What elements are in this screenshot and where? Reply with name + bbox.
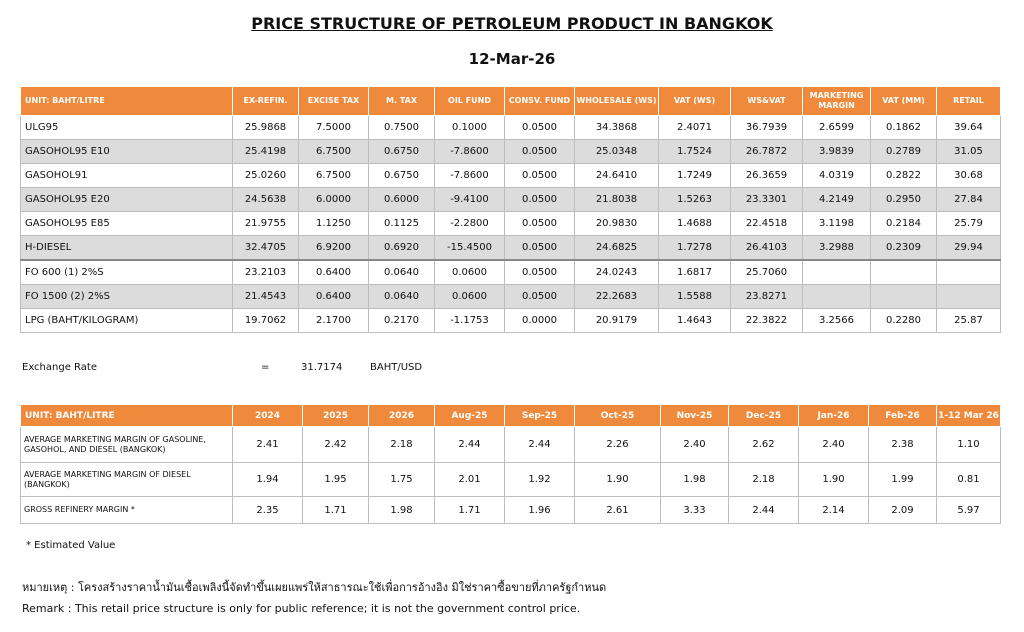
table-cell: 2.09 bbox=[869, 497, 937, 524]
margin-table-header bbox=[21, 405, 1001, 427]
table-cell: 34.3868 bbox=[575, 116, 659, 140]
table-cell: 25.87 bbox=[937, 309, 1001, 333]
table-cell: 0.0500 bbox=[505, 236, 575, 261]
table-cell: 0.1000 bbox=[435, 116, 505, 140]
table-cell: 32.4705 bbox=[233, 236, 299, 261]
table-cell: 2.40 bbox=[661, 427, 729, 463]
table-cell: 0.2822 bbox=[871, 164, 937, 188]
table-cell: 0.0500 bbox=[505, 188, 575, 212]
table-row bbox=[21, 285, 1001, 309]
page-title: PRICE STRUCTURE OF PETROLEUM PRODUCT IN BANGKOK bbox=[251, 14, 773, 33]
table-cell: 0.0500 bbox=[505, 116, 575, 140]
column-header: 1-12 Mar 26 bbox=[937, 405, 1001, 427]
table-cell: 1.98 bbox=[369, 497, 435, 524]
table-cell: 0.0000 bbox=[505, 309, 575, 333]
table-cell: -7.8600 bbox=[435, 164, 505, 188]
exchange-rate-label: Exchange Rate bbox=[22, 362, 97, 373]
table-cell: -7.8600 bbox=[435, 140, 505, 164]
column-header: WHOLESALE (WS) bbox=[575, 87, 659, 116]
table-cell: 0.0500 bbox=[505, 164, 575, 188]
table-cell: 36.7939 bbox=[731, 116, 803, 140]
table-cell: 1.4643 bbox=[659, 309, 731, 333]
table-cell: 2.42 bbox=[303, 427, 369, 463]
column-header: CONSV. FUND bbox=[505, 87, 575, 116]
column-header: WS&VAT bbox=[731, 87, 803, 116]
table-cell: 25.79 bbox=[937, 212, 1001, 236]
table-cell: 25.0260 bbox=[233, 164, 299, 188]
table-cell: 1.7524 bbox=[659, 140, 731, 164]
table-cell: 0.0500 bbox=[505, 260, 575, 285]
column-header: 2025 bbox=[303, 405, 369, 427]
table-cell: 2.18 bbox=[729, 463, 799, 497]
table-cell: 4.0319 bbox=[803, 164, 871, 188]
table-cell: 6.0000 bbox=[299, 188, 369, 212]
table-cell: 0.2950 bbox=[871, 188, 937, 212]
table-cell: 2.1700 bbox=[299, 309, 369, 333]
table-cell bbox=[803, 260, 871, 285]
table-row bbox=[21, 260, 1001, 285]
table-cell: -15.4500 bbox=[435, 236, 505, 261]
column-header: 2026 bbox=[369, 405, 435, 427]
table-cell: 24.5638 bbox=[233, 188, 299, 212]
table-cell: 0.0500 bbox=[505, 212, 575, 236]
table-row bbox=[21, 140, 1001, 164]
column-header: Oct-25 bbox=[575, 405, 661, 427]
row-label: GASOHOL91 bbox=[21, 164, 233, 188]
table-cell: 0.0640 bbox=[369, 260, 435, 285]
table-row bbox=[21, 463, 1001, 497]
table-cell: 39.64 bbox=[937, 116, 1001, 140]
table-cell: 3.2566 bbox=[803, 309, 871, 333]
table-cell: 26.3659 bbox=[731, 164, 803, 188]
price-structure-table bbox=[20, 86, 1001, 333]
row-label: GROSS REFINERY MARGIN * bbox=[21, 497, 233, 524]
table-cell: 6.7500 bbox=[299, 140, 369, 164]
table-cell: 30.68 bbox=[937, 164, 1001, 188]
table-cell bbox=[937, 260, 1001, 285]
table-cell: 5.97 bbox=[937, 497, 1001, 524]
table-cell: 0.0640 bbox=[369, 285, 435, 309]
table-cell: 2.14 bbox=[799, 497, 869, 524]
table-cell: 1.1250 bbox=[299, 212, 369, 236]
table-cell: 0.0500 bbox=[505, 285, 575, 309]
table-row bbox=[21, 116, 1001, 140]
table-cell: 2.44 bbox=[505, 427, 575, 463]
table-cell: 2.38 bbox=[869, 427, 937, 463]
table-cell: 1.90 bbox=[575, 463, 661, 497]
column-header: VAT (MM) bbox=[871, 87, 937, 116]
exchange-rate-unit: BAHT/USD bbox=[370, 362, 423, 373]
table-cell: -2.2800 bbox=[435, 212, 505, 236]
table-cell: 2.35 bbox=[233, 497, 303, 524]
table-cell: 2.01 bbox=[435, 463, 505, 497]
table-cell: 0.0500 bbox=[505, 140, 575, 164]
table-cell: 0.6750 bbox=[369, 140, 435, 164]
table-cell: 0.6920 bbox=[369, 236, 435, 261]
table-cell bbox=[803, 285, 871, 309]
row-label: H-DIESEL bbox=[21, 236, 233, 261]
table-cell: 0.6750 bbox=[369, 164, 435, 188]
table-cell: 0.0600 bbox=[435, 260, 505, 285]
table-cell: 1.7278 bbox=[659, 236, 731, 261]
table-cell: 6.9200 bbox=[299, 236, 369, 261]
table-cell: 2.6599 bbox=[803, 116, 871, 140]
table-cell: 25.0348 bbox=[575, 140, 659, 164]
column-header: Dec-25 bbox=[729, 405, 799, 427]
column-header: M. TAX bbox=[369, 87, 435, 116]
table-cell: 4.2149 bbox=[803, 188, 871, 212]
table-cell: 1.75 bbox=[369, 463, 435, 497]
table-cell: 1.5263 bbox=[659, 188, 731, 212]
table-cell: 22.3822 bbox=[731, 309, 803, 333]
table-cell bbox=[937, 285, 1001, 309]
column-header: Feb-26 bbox=[869, 405, 937, 427]
table-cell: 1.7249 bbox=[659, 164, 731, 188]
table-cell: 1.71 bbox=[303, 497, 369, 524]
exchange-rate-value: 31.7174 bbox=[301, 362, 343, 373]
table-row bbox=[21, 212, 1001, 236]
row-label: LPG (BAHT/KILOGRAM) bbox=[21, 309, 233, 333]
column-header: Jan-26 bbox=[799, 405, 869, 427]
table-cell: 3.1198 bbox=[803, 212, 871, 236]
table-cell: -9.4100 bbox=[435, 188, 505, 212]
margin-table bbox=[20, 404, 1001, 524]
row-label: GASOHOL95 E85 bbox=[21, 212, 233, 236]
column-header: UNIT: BAHT/LITRE bbox=[21, 87, 233, 116]
table-row bbox=[21, 497, 1001, 524]
table-cell: 0.6400 bbox=[299, 285, 369, 309]
table-cell: 21.8038 bbox=[575, 188, 659, 212]
row-label: FO 1500 (2) 2%S bbox=[21, 285, 233, 309]
table-cell: 1.90 bbox=[799, 463, 869, 497]
table-cell: 0.2170 bbox=[369, 309, 435, 333]
table-cell: 23.8271 bbox=[731, 285, 803, 309]
table-cell: 2.26 bbox=[575, 427, 661, 463]
table-cell bbox=[871, 285, 937, 309]
table-cell: 2.61 bbox=[575, 497, 661, 524]
table-cell: 0.81 bbox=[937, 463, 1001, 497]
table-cell: 1.10 bbox=[937, 427, 1001, 463]
table-cell: 2.41 bbox=[233, 427, 303, 463]
table-cell: 21.4543 bbox=[233, 285, 299, 309]
table-cell: 0.2789 bbox=[871, 140, 937, 164]
thai-note: หมายเหตุ : โครงสร้างราคาน้ำมันเชื้อเพลิงนี้จัดทำขึ้นเผยแพร่ให้สาธารณะใช้เพื่อการอ้างอิง มิใช่ราคาซื้อขายที่ภาครัฐกำหนด bbox=[22, 581, 607, 594]
column-header: Sep-25 bbox=[505, 405, 575, 427]
row-label: AVERAGE MARKETING MARGIN OF DIESEL (BANGKOK) bbox=[21, 463, 233, 497]
row-label: FO 600 (1) 2%S bbox=[21, 260, 233, 285]
remark: Remark : This retail price structure is only for public reference; it is not the government control price. bbox=[22, 602, 581, 615]
table-cell: 20.9179 bbox=[575, 309, 659, 333]
table-row bbox=[21, 188, 1001, 212]
row-label: ULG95 bbox=[21, 116, 233, 140]
column-header: UNIT: BAHT/LITRE bbox=[21, 405, 233, 427]
column-header: VAT (WS) bbox=[659, 87, 731, 116]
table-row bbox=[21, 236, 1001, 261]
table-cell: -1.1753 bbox=[435, 309, 505, 333]
table-cell: 1.6817 bbox=[659, 260, 731, 285]
column-header: MARKETING MARGIN bbox=[803, 87, 871, 116]
table-cell: 2.18 bbox=[369, 427, 435, 463]
table-cell: 2.4071 bbox=[659, 116, 731, 140]
table-cell: 1.95 bbox=[303, 463, 369, 497]
table-cell bbox=[871, 260, 937, 285]
table-cell: 0.2280 bbox=[871, 309, 937, 333]
table-cell: 2.62 bbox=[729, 427, 799, 463]
table-cell: 0.6400 bbox=[299, 260, 369, 285]
table-cell: 25.7060 bbox=[731, 260, 803, 285]
table-cell: 31.05 bbox=[937, 140, 1001, 164]
table-cell: 24.6825 bbox=[575, 236, 659, 261]
table-row bbox=[21, 309, 1001, 333]
table-cell: 0.0600 bbox=[435, 285, 505, 309]
column-header: RETAIL bbox=[937, 87, 1001, 116]
table-cell: 1.98 bbox=[661, 463, 729, 497]
table-row bbox=[21, 164, 1001, 188]
table-cell: 20.9830 bbox=[575, 212, 659, 236]
table-cell: 27.84 bbox=[937, 188, 1001, 212]
table-cell: 19.7062 bbox=[233, 309, 299, 333]
table-cell: 3.33 bbox=[661, 497, 729, 524]
table-cell: 29.94 bbox=[937, 236, 1001, 261]
column-header: EX-REFIN. bbox=[233, 87, 299, 116]
table-cell: 0.2309 bbox=[871, 236, 937, 261]
row-label: GASOHOL95 E20 bbox=[21, 188, 233, 212]
column-header: OIL FUND bbox=[435, 87, 505, 116]
row-label: GASOHOL95 E10 bbox=[21, 140, 233, 164]
table-cell: 2.44 bbox=[435, 427, 505, 463]
table-cell: 3.2988 bbox=[803, 236, 871, 261]
table-cell: 2.44 bbox=[729, 497, 799, 524]
table-cell: 23.2103 bbox=[233, 260, 299, 285]
table-cell: 25.9868 bbox=[233, 116, 299, 140]
exchange-rate-equals: = bbox=[261, 362, 270, 373]
table-cell: 25.4198 bbox=[233, 140, 299, 164]
table-cell: 24.6410 bbox=[575, 164, 659, 188]
column-header: Aug-25 bbox=[435, 405, 505, 427]
table-cell: 6.7500 bbox=[299, 164, 369, 188]
table-cell: 0.7500 bbox=[369, 116, 435, 140]
table-cell: 0.6000 bbox=[369, 188, 435, 212]
column-header: Nov-25 bbox=[661, 405, 729, 427]
table-cell: 1.99 bbox=[869, 463, 937, 497]
table-cell: 0.1125 bbox=[369, 212, 435, 236]
table-cell: 1.92 bbox=[505, 463, 575, 497]
table-cell: 24.0243 bbox=[575, 260, 659, 285]
table-cell: 7.5000 bbox=[299, 116, 369, 140]
footnote: * Estimated Value bbox=[26, 540, 116, 551]
table-cell: 1.96 bbox=[505, 497, 575, 524]
row-label: AVERAGE MARKETING MARGIN OF GASOLINE, GASOHOL, AND DIESEL (BANGKOK) bbox=[21, 427, 233, 463]
table-cell: 22.4518 bbox=[731, 212, 803, 236]
table-cell: 26.7872 bbox=[731, 140, 803, 164]
report-date: 12-Mar-26 bbox=[468, 50, 556, 68]
table-cell: 22.2683 bbox=[575, 285, 659, 309]
column-header: EXCISE TAX bbox=[299, 87, 369, 116]
table-cell: 3.9839 bbox=[803, 140, 871, 164]
table-cell: 21.9755 bbox=[233, 212, 299, 236]
table-cell: 1.4688 bbox=[659, 212, 731, 236]
table-cell: 0.1862 bbox=[871, 116, 937, 140]
price-table-header bbox=[21, 87, 1001, 116]
column-header: 2024 bbox=[233, 405, 303, 427]
table-cell: 1.94 bbox=[233, 463, 303, 497]
table-row bbox=[21, 427, 1001, 463]
table-cell: 26.4103 bbox=[731, 236, 803, 261]
table-cell: 23.3301 bbox=[731, 188, 803, 212]
table-cell: 0.2184 bbox=[871, 212, 937, 236]
table-cell: 1.71 bbox=[435, 497, 505, 524]
table-cell: 1.5588 bbox=[659, 285, 731, 309]
table-cell: 2.40 bbox=[799, 427, 869, 463]
